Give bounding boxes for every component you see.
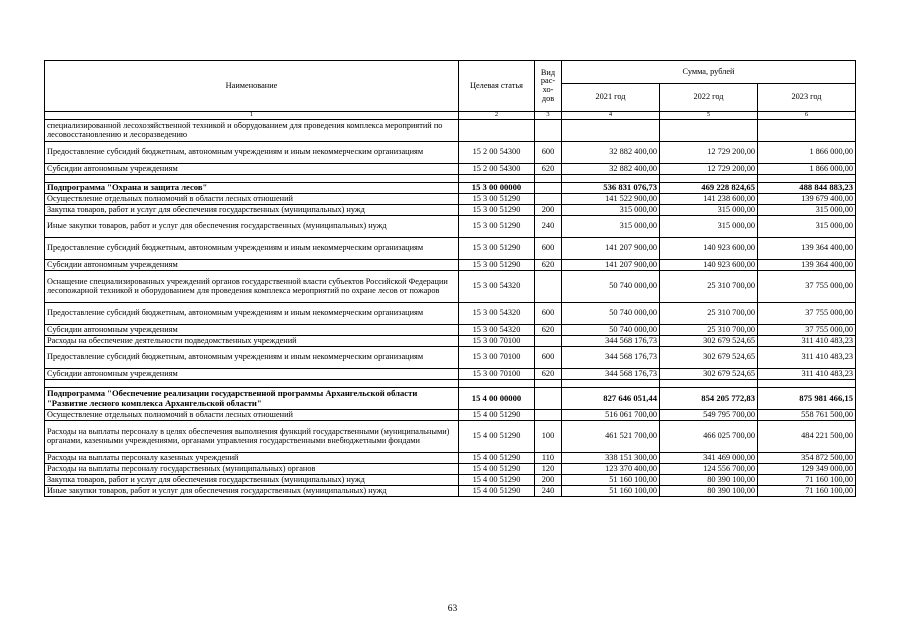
row-amount-2023: 37 755 000,00 (758, 325, 856, 336)
row-expense-type (535, 120, 562, 142)
column-number: 3 (535, 112, 562, 120)
table-row (45, 271, 856, 303)
row-name: Расходы на выплаты персоналу казенных учреждений (45, 453, 459, 464)
row-expense-type: 620 (535, 325, 562, 336)
row-expense-type: 100 (535, 421, 562, 453)
table-row (45, 475, 856, 486)
row-target-article: 15 4 00 51290 (459, 453, 535, 464)
row-amount-2022: 315 000,00 (660, 205, 758, 216)
row-amount-2022: 25 310 700,00 (660, 271, 758, 303)
row-name: Расходы на обеспечение деятельности подведомственных учреждений (45, 336, 459, 347)
column-number: 2 (459, 112, 535, 120)
table-row (45, 410, 856, 421)
row-expense-type: 620 (535, 260, 562, 271)
empty-cell (535, 175, 562, 183)
row-amount-2021: 123 370 400,00 (562, 464, 660, 475)
row-amount-2021: 536 831 076,73 (562, 183, 660, 194)
row-target-article: 15 2 00 54300 (459, 142, 535, 164)
header-year-2021: 2021 год (562, 84, 660, 112)
row-amount-2022 (660, 120, 758, 142)
budget-table (44, 60, 856, 497)
subprogram-row (45, 183, 856, 194)
row-name: специализированной лесохозяйственной техникой и оборудованием для проведения комплекса мероприятий по лесовосстановлению и лесоразведению (45, 120, 459, 142)
row-target-article: 15 3 00 51290 (459, 194, 535, 205)
header-name: Наименование (45, 61, 459, 112)
row-amount-2023: 1 866 000,00 (758, 142, 856, 164)
row-amount-2023: 129 349 000,00 (758, 464, 856, 475)
row-expense-type: 600 (535, 142, 562, 164)
row-expense-type (535, 183, 562, 194)
row-amount-2023: 315 000,00 (758, 205, 856, 216)
row-name: Субсидии автономным учреждениям (45, 164, 459, 175)
table-row (45, 205, 856, 216)
row-expense-type: 240 (535, 486, 562, 497)
row-amount-2021: 315 000,00 (562, 205, 660, 216)
row-amount-2021: 516 061 700,00 (562, 410, 660, 421)
row-target-article: 15 3 00 70100 (459, 336, 535, 347)
row-name: Предоставление субсидий бюджетным, автономным учреждениям и иным некоммерческим организациям (45, 142, 459, 164)
table-body (45, 120, 856, 497)
row-name: Предоставление субсидий бюджетным, автономным учреждениям и иным некоммерческим организациям (45, 303, 459, 325)
row-target-article: 15 3 00 51290 (459, 238, 535, 260)
row-name: Подпрограмма "Охрана и защита лесов" (45, 183, 459, 194)
empty-cell (459, 380, 535, 388)
row-amount-2023: 311 410 483,23 (758, 347, 856, 369)
row-amount-2021 (562, 120, 660, 142)
row-target-article: 15 3 00 51290 (459, 216, 535, 238)
column-number: 4 (562, 112, 660, 120)
row-amount-2023: 311 410 483,23 (758, 369, 856, 380)
row-name: Оснащение специализированных учреждений органов государственной власти субъектов Российской Федерации лесопожарной техникой и оборудованием для проведения комплекса мероприятий по охране лесов от пожаров (45, 271, 459, 303)
row-amount-2022: 141 238 600,00 (660, 194, 758, 205)
row-target-article: 15 3 00 70100 (459, 369, 535, 380)
row-amount-2023: 311 410 483,23 (758, 336, 856, 347)
header-year-2023: 2023 год (758, 84, 856, 112)
row-amount-2021: 32 882 400,00 (562, 142, 660, 164)
row-expense-type: 240 (535, 216, 562, 238)
row-expense-type: 600 (535, 238, 562, 260)
row-amount-2022: 315 000,00 (660, 216, 758, 238)
row-expense-type (535, 194, 562, 205)
row-target-article: 15 3 00 54320 (459, 325, 535, 336)
row-amount-2023: 139 364 400,00 (758, 260, 856, 271)
row-amount-2022: 302 679 524,65 (660, 347, 758, 369)
table-row (45, 216, 856, 238)
row-amount-2021: 51 160 100,00 (562, 486, 660, 497)
row-amount-2023: 354 872 500,00 (758, 453, 856, 464)
row-expense-type (535, 336, 562, 347)
row-amount-2023: 875 981 466,15 (758, 388, 856, 410)
row-target-article: 15 4 00 51290 (459, 486, 535, 497)
row-amount-2022: 140 923 600,00 (660, 260, 758, 271)
empty-cell (45, 380, 459, 388)
empty-cell (758, 175, 856, 183)
empty-cell (562, 175, 660, 183)
row-amount-2021: 32 882 400,00 (562, 164, 660, 175)
header-year-2022: 2022 год (660, 84, 758, 112)
row-name: Расходы на выплаты персоналу в целях обеспечения выполнения функций государственными (муниципальными) органами, казенными учреждениями, органами управления государственными внебюджетными фондами (45, 421, 459, 453)
row-target-article: 15 3 00 00000 (459, 183, 535, 194)
row-amount-2022: 12 729 200,00 (660, 142, 758, 164)
table-row (45, 325, 856, 336)
empty-cell (45, 175, 459, 183)
table-row (45, 238, 856, 260)
row-amount-2023: 37 755 000,00 (758, 271, 856, 303)
row-name: Закупка товаров, работ и услуг для обеспечения государственных (муниципальных) нужд (45, 475, 459, 486)
row-expense-type: 200 (535, 205, 562, 216)
row-target-article: 15 2 00 54300 (459, 164, 535, 175)
row-amount-2021: 50 740 000,00 (562, 271, 660, 303)
row-target-article: 15 3 00 70100 (459, 347, 535, 369)
row-name: Субсидии автономным учреждениям (45, 369, 459, 380)
row-expense-type (535, 388, 562, 410)
row-amount-2022: 469 228 824,65 (660, 183, 758, 194)
row-amount-2021: 344 568 176,73 (562, 369, 660, 380)
row-target-article: 15 3 00 54320 (459, 303, 535, 325)
row-amount-2021: 344 568 176,73 (562, 347, 660, 369)
row-amount-2022: 12 729 200,00 (660, 164, 758, 175)
row-expense-type: 620 (535, 369, 562, 380)
row-target-article: 15 3 00 54320 (459, 271, 535, 303)
empty-cell (660, 175, 758, 183)
table-row (45, 120, 856, 142)
row-target-article: 15 3 00 51290 (459, 205, 535, 216)
row-amount-2022: 80 390 100,00 (660, 486, 758, 497)
row-amount-2022: 854 205 772,83 (660, 388, 758, 410)
table-row (45, 347, 856, 369)
row-amount-2023: 71 160 100,00 (758, 475, 856, 486)
row-name: Осуществление отдельных полномочий в области лесных отношений (45, 410, 459, 421)
row-target-article: 15 4 00 00000 (459, 388, 535, 410)
row-name: Субсидии автономным учреждениям (45, 325, 459, 336)
column-number: 5 (660, 112, 758, 120)
row-amount-2021: 338 151 300,00 (562, 453, 660, 464)
row-expense-type: 110 (535, 453, 562, 464)
row-expense-type: 620 (535, 164, 562, 175)
empty-cell (459, 175, 535, 183)
spacer-row (45, 175, 856, 183)
header-target-article: Целевая статья (459, 61, 535, 112)
row-amount-2023: 37 755 000,00 (758, 303, 856, 325)
row-expense-type: 600 (535, 303, 562, 325)
row-amount-2022: 140 923 600,00 (660, 238, 758, 260)
row-target-article: 15 4 00 51290 (459, 410, 535, 421)
row-amount-2021: 344 568 176,73 (562, 336, 660, 347)
row-amount-2022: 124 556 700,00 (660, 464, 758, 475)
row-name: Предоставление субсидий бюджетным, автономным учреждениям и иным некоммерческим организациям (45, 238, 459, 260)
empty-cell (660, 380, 758, 388)
row-amount-2023 (758, 120, 856, 142)
row-amount-2021: 50 740 000,00 (562, 303, 660, 325)
table-row (45, 164, 856, 175)
row-expense-type (535, 271, 562, 303)
empty-cell (562, 380, 660, 388)
row-amount-2021: 141 207 900,00 (562, 238, 660, 260)
row-amount-2021: 51 160 100,00 (562, 475, 660, 486)
empty-cell (758, 380, 856, 388)
spacer-row (45, 380, 856, 388)
row-expense-type: 600 (535, 347, 562, 369)
row-name: Подпрограмма "Обеспечение реализации государственной программы Архангельской области "Развитие лесного комплекса Архангельской области" (45, 388, 459, 410)
row-name: Иные закупки товаров, работ и услуг для обеспечения государственных (муниципальных) нужд (45, 216, 459, 238)
row-target-article (459, 120, 535, 142)
header-expense-type: Вид рас-хо-дов (535, 61, 562, 112)
table-row (45, 142, 856, 164)
header-sum: Сумма, рублей (562, 61, 856, 84)
table-row (45, 453, 856, 464)
table-row (45, 464, 856, 475)
row-amount-2023: 484 221 500,00 (758, 421, 856, 453)
row-amount-2023: 139 364 400,00 (758, 238, 856, 260)
subprogram-row (45, 388, 856, 410)
table-row (45, 260, 856, 271)
row-name: Закупка товаров, работ и услуг для обеспечения государственных (муниципальных) нужд (45, 205, 459, 216)
row-expense-type: 200 (535, 475, 562, 486)
row-expense-type (535, 410, 562, 421)
row-amount-2023: 139 679 400,00 (758, 194, 856, 205)
column-number: 6 (758, 112, 856, 120)
row-amount-2022: 302 679 524,65 (660, 336, 758, 347)
table-row (45, 421, 856, 453)
row-name: Расходы на выплаты персоналу государственных (муниципальных) органов (45, 464, 459, 475)
row-name: Осуществление отдельных полномочий в области лесных отношений (45, 194, 459, 205)
row-target-article: 15 4 00 51290 (459, 475, 535, 486)
row-target-article: 15 3 00 51290 (459, 260, 535, 271)
row-target-article: 15 4 00 51290 (459, 421, 535, 453)
row-amount-2021: 315 000,00 (562, 216, 660, 238)
row-amount-2023: 71 160 100,00 (758, 486, 856, 497)
row-amount-2021: 827 646 051,44 (562, 388, 660, 410)
column-number: 1 (45, 112, 459, 120)
page-number: 63 (447, 604, 458, 614)
row-target-article: 15 4 00 51290 (459, 464, 535, 475)
row-amount-2023: 1 866 000,00 (758, 164, 856, 175)
empty-cell (535, 380, 562, 388)
row-amount-2023: 315 000,00 (758, 216, 856, 238)
row-amount-2023: 558 761 500,00 (758, 410, 856, 421)
row-amount-2022: 80 390 100,00 (660, 475, 758, 486)
table-row (45, 194, 856, 205)
row-name: Субсидии автономным учреждениям (45, 260, 459, 271)
row-amount-2022: 25 310 700,00 (660, 303, 758, 325)
row-amount-2022: 549 795 700,00 (660, 410, 758, 421)
row-amount-2021: 50 740 000,00 (562, 325, 660, 336)
row-amount-2021: 141 522 900,00 (562, 194, 660, 205)
row-expense-type: 120 (535, 464, 562, 475)
row-amount-2022: 25 310 700,00 (660, 325, 758, 336)
row-amount-2023: 488 844 883,23 (758, 183, 856, 194)
row-amount-2021: 141 207 900,00 (562, 260, 660, 271)
row-name: Предоставление субсидий бюджетным, автономным учреждениям и иным некоммерческим организациям (45, 347, 459, 369)
table-row (45, 369, 856, 380)
table-row (45, 336, 856, 347)
table-row (45, 303, 856, 325)
row-amount-2022: 302 679 524,65 (660, 369, 758, 380)
row-amount-2022: 341 469 000,00 (660, 453, 758, 464)
row-name: Иные закупки товаров, работ и услуг для обеспечения государственных (муниципальных) нужд (45, 486, 459, 497)
row-amount-2022: 466 025 700,00 (660, 421, 758, 453)
row-amount-2021: 461 521 700,00 (562, 421, 660, 453)
table-row (45, 486, 856, 497)
